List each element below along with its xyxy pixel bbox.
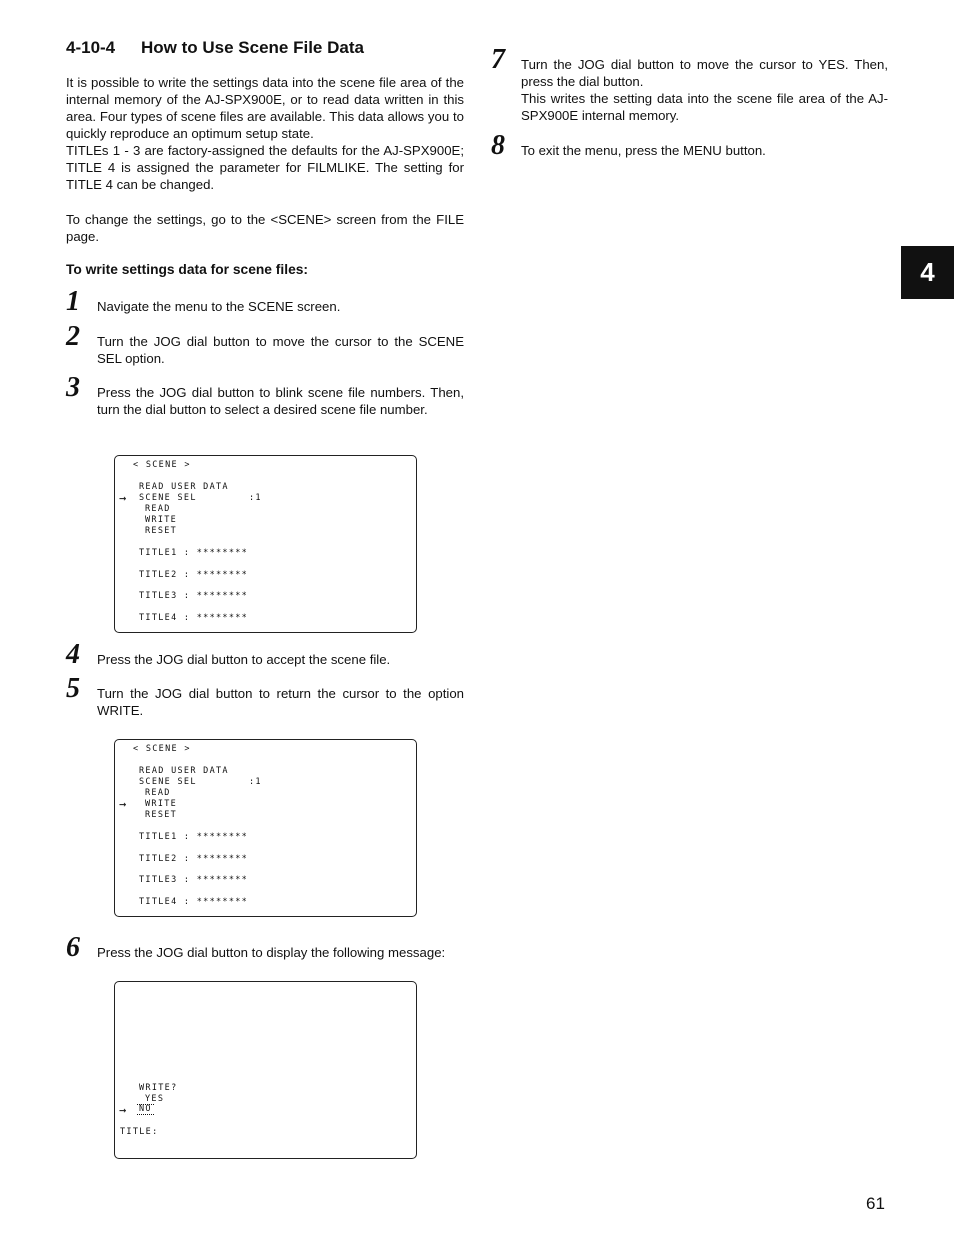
intro-paragraph-2	[66, 211, 464, 245]
option-no-blinking	[137, 1104, 154, 1115]
step-number: 4	[66, 639, 80, 670]
scene-sel-value: :1	[249, 493, 262, 503]
menu-title3: TITLE3 : ********	[139, 591, 249, 601]
step-text	[521, 142, 888, 159]
step-line: Navigate the menu to the SCENE screen.	[97, 299, 341, 314]
step-text	[97, 333, 464, 367]
step-line: Press the JOG dial button to display the following message:	[97, 945, 446, 960]
step-text	[521, 56, 888, 124]
step-number: 2	[66, 321, 80, 352]
step-text	[97, 944, 467, 961]
step-number: 7	[491, 44, 505, 75]
section-title: How to Use Scene File Data	[141, 38, 364, 57]
cursor-arrow-icon: →	[119, 491, 127, 505]
option-yes: YES	[145, 1094, 165, 1104]
menu-title2: TITLE2 : ********	[139, 854, 249, 864]
screen-title: < SCENE >	[133, 460, 191, 470]
scene-menu-screen	[114, 455, 417, 633]
page-number: 61	[866, 1194, 885, 1213]
write-prompt: WRITE?	[139, 1083, 178, 1093]
cursor-arrow-icon: →	[119, 797, 127, 811]
menu-reset: RESET	[145, 526, 178, 536]
title-label: TITLE:	[120, 1127, 159, 1137]
write-confirm-screen	[114, 981, 417, 1159]
section-number: 4-10-4	[66, 38, 116, 57]
menu-reset: RESET	[145, 810, 178, 820]
step-line: This writes the setting data into the scene file area of the AJ-SPX900E internal memory.	[521, 91, 888, 123]
menu-write: WRITE	[145, 515, 178, 525]
intro-paragraph-1	[66, 74, 464, 193]
screen-title: < SCENE >	[133, 744, 191, 754]
intro-text: TITLEs 1 - 3 are factory-assigned the defaults for the AJ-SPX900E; TITLE 4 is assigned the parameter for FILMLIKE. The setting for TITLE 4 can be changed.	[66, 143, 464, 192]
option-no: NO	[139, 1104, 152, 1114]
step-line: Press the JOG dial button to accept the scene file.	[97, 652, 391, 667]
step-text	[97, 298, 464, 315]
menu-title2: TITLE2 : ********	[139, 570, 249, 580]
menu-title4: TITLE4 : ********	[139, 613, 249, 623]
step-line: Press the JOG dial button to blink scene file numbers. Then, turn the dial button to select a desired scene file number.	[97, 385, 464, 417]
menu-scene-sel: SCENE SEL	[139, 493, 197, 503]
step-number: 1	[66, 286, 80, 317]
menu-scene-sel: SCENE SEL	[139, 777, 197, 787]
step-line: Turn the JOG dial button to move the cursor to the SCENE SEL option.	[97, 334, 464, 366]
step-number: 5	[66, 673, 80, 704]
step-line: Turn the JOG dial button to return the cursor to the option WRITE.	[97, 686, 464, 718]
step-text	[97, 384, 464, 418]
scene-sel-value: :1	[249, 777, 262, 787]
scene-menu-screen-write	[114, 739, 417, 917]
step-text	[97, 651, 464, 668]
intro-text: To change the settings, go to the <SCENE> screen from the FILE page.	[66, 212, 464, 244]
menu-read-user-data: READ USER DATA	[139, 482, 229, 492]
menu-read: READ	[145, 788, 171, 798]
menu-title1: TITLE1 : ********	[139, 548, 249, 558]
step-number: 8	[491, 130, 505, 161]
menu-title4: TITLE4 : ********	[139, 897, 249, 907]
menu-read: READ	[145, 504, 171, 514]
cursor-arrow-icon: →	[119, 1103, 127, 1117]
menu-write: WRITE	[145, 799, 178, 809]
intro-text: It is possible to write the settings data into the scene file area of the internal memory of the AJ-SPX900E, or to read data written in this area. Four types of scene files are available. This data allows you to quickly reproduce an optimum setup state.	[66, 75, 464, 141]
step-number: 3	[66, 372, 80, 403]
step-line: Turn the JOG dial button to move the cursor to YES. Then, press the dial button.	[521, 57, 888, 89]
step-line: To exit the menu, press the MENU button.	[521, 143, 766, 158]
menu-read-user-data: READ USER DATA	[139, 766, 229, 776]
step-text	[97, 685, 464, 719]
subheading: To write settings data for scene files:	[66, 262, 309, 277]
section-heading	[66, 38, 364, 58]
menu-title1: TITLE1 : ********	[139, 832, 249, 842]
menu-title3: TITLE3 : ********	[139, 875, 249, 885]
step-number: 6	[66, 932, 80, 963]
chapter-tab: 4	[901, 246, 954, 299]
